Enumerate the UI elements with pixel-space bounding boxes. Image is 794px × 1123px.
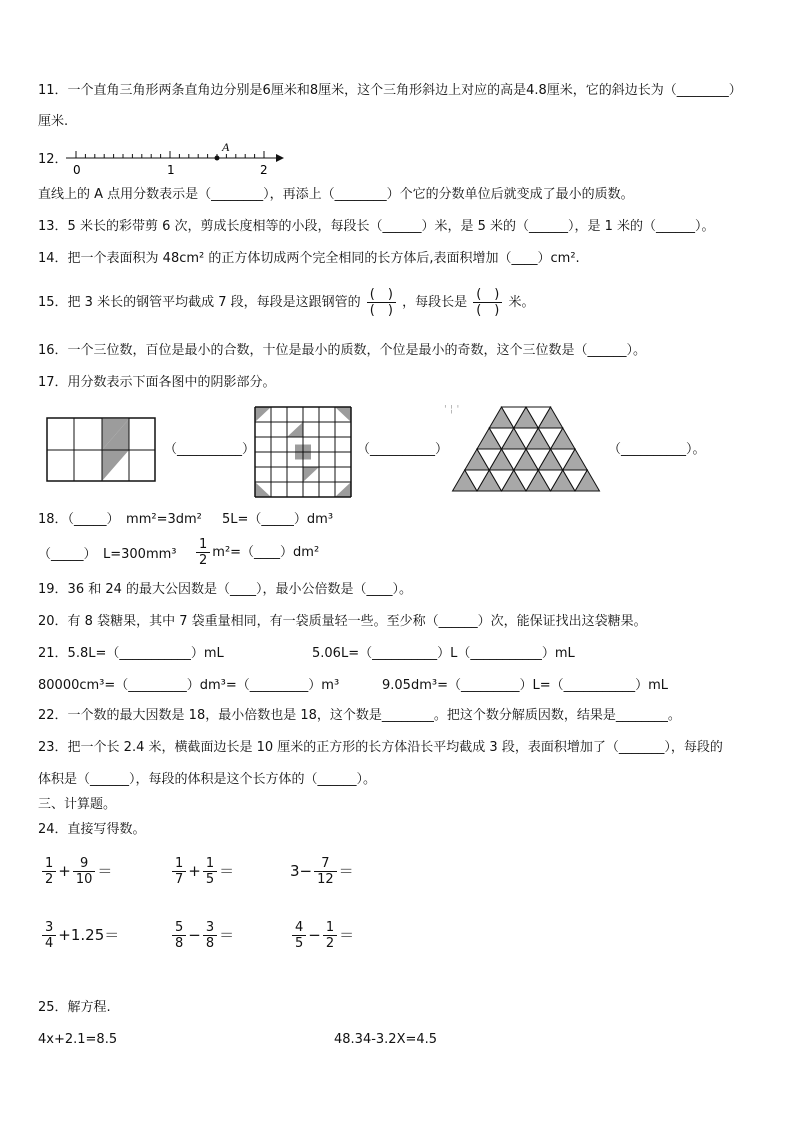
q18-a: 18．（_____） mm²=3dm² (38, 512, 202, 527)
q15-blank-fraction-2[interactable]: $\frac{( )}{( )}$ (473, 287, 502, 318)
q12-number: 12． (38, 152, 68, 167)
q23-line2: 体积是（______），每段的体积是这个长方体的（______）。 (38, 772, 377, 787)
tick-label-1: 1 (167, 163, 175, 177)
shaded-triangle (255, 482, 271, 497)
q21-b: 5.06L=（__________）L（___________）mL (312, 646, 575, 661)
q21-a: 21．5.8L=（___________）mL (38, 646, 224, 661)
q17-blank-1[interactable]: （__________） (164, 442, 256, 457)
q19: 19．36 和 24 的最大公因数是（____），最小公倍数是（____）。 (38, 582, 413, 597)
calc-1: $\frac{1}{2}$ + $\frac{9}{10}$ ＝ (40, 856, 112, 887)
number-line (62, 138, 284, 178)
figure-grid-rectangle (46, 417, 158, 483)
q17: 17．用分数表示下面各图中的阴影部分。 (38, 375, 276, 390)
q17-blank-3[interactable]: （__________）。 (608, 442, 706, 457)
q18-fraction-half: $\frac{1}{2}$ (196, 537, 210, 568)
figure-triangle-trapezoid (446, 405, 606, 495)
shaded-triangle (335, 407, 351, 422)
q15-text-a: 15．把 3 米长的钢管平均截成 7 段，每段是这跟钢管的 (38, 295, 361, 310)
calc-2: $\frac{1}{7}$ + $\frac{1}{5}$ ＝ (170, 856, 234, 887)
q17-blank-2[interactable]: （__________） (357, 442, 449, 457)
shaded-triangle (335, 482, 351, 497)
q24-title: 24．直接写得数。 (38, 822, 146, 837)
q15-blank-fraction-1[interactable]: $\frac{( )}{( )}$ (367, 287, 396, 318)
q11-line2: 厘米. (38, 114, 69, 129)
shaded-triangle (255, 407, 271, 422)
q25-equation-1: 4x+2.1=8.5 (38, 1032, 118, 1047)
q18-b: 5L=（_____）dm³ (222, 512, 334, 527)
point-a-label: A (222, 140, 230, 154)
q15 (38, 286, 535, 320)
q25-equation-2: 48.34-3.2X=4.5 (334, 1032, 438, 1047)
point-a (215, 156, 220, 161)
calc-6: $\frac{4}{5}$ − $\frac{1}{2}$ ＝ (290, 920, 354, 951)
tick-label-2: 2 (260, 163, 268, 177)
q22: 22．一个数的最大因数是 18，最小倍数也是 18，这个数是________。把这个数分解质因数，结果是________。 (38, 708, 681, 723)
q14: 14．把一个表面积为 48cm² 的正方体切成两个完全相同的长方体后,表面积增加（____）cm². (38, 251, 580, 266)
shaded-triangle (287, 422, 303, 437)
q20: 20．有 8 袋糖果，其中 7 袋重量相同，有一袋质量轻一些。至少称（______）次，能保证找出这袋糖果。 (38, 614, 647, 629)
q18-c: （_____） L=300mm³ (38, 547, 177, 562)
q11-line1: 11．一个直角三角形两条直角边分别是6厘米和8厘米，这个三角形斜边上对应的高是4.8厘米，它的斜边长为（________） (38, 83, 742, 98)
q23-line1: 23．把一个长 2.4 米，横截面边长是 10 厘米的正方形的长方体沿长平均截成 3 段，表面积增加了（_______），每段的 (38, 740, 723, 755)
q15-text-c: 米。 (508, 295, 535, 310)
q21-c: 80000cm³=（_________）dm³=（_________）m³ (38, 678, 340, 693)
calc-3: 3− $\frac{7}{12}$ ＝ (290, 856, 354, 887)
tick-label-0: 0 (73, 163, 81, 177)
q25-title: 25．解方程. (38, 1000, 111, 1015)
scan-mark: ' ¦ ' (444, 404, 460, 415)
q16: 16．一个三位数，百位是最小的合数，十位是最小的质数，个位是最小的奇数，这个三位数是（______）。 (38, 343, 647, 358)
q12-text: 直线上的 A 点用分数表示是（________），再添上（________）个它的分数单位后就变成了最小的质数。 (38, 187, 634, 202)
q21-d: 9.05dm³=（_________）L=（___________）mL (382, 678, 669, 693)
shaded-triangle (303, 467, 319, 482)
q13: 13．5 米长的彩带剪 6 次，剪成长度相等的小段，每段长（______）米，是 5 米的（______），是 1 米的（______）。 (38, 219, 715, 234)
calc-5: $\frac{5}{8}$ − $\frac{3}{8}$ ＝ (170, 920, 234, 951)
calc-4: $\frac{3}{4}$ +1.25＝ (40, 920, 119, 951)
q15-text-b: ，每段长是 (402, 295, 468, 310)
section-3-title: 三、计算题。 (38, 797, 117, 812)
q18-d: $\frac{1}{2}$ m²=（____）dm² (194, 536, 319, 570)
figure-grid-square (253, 405, 355, 499)
